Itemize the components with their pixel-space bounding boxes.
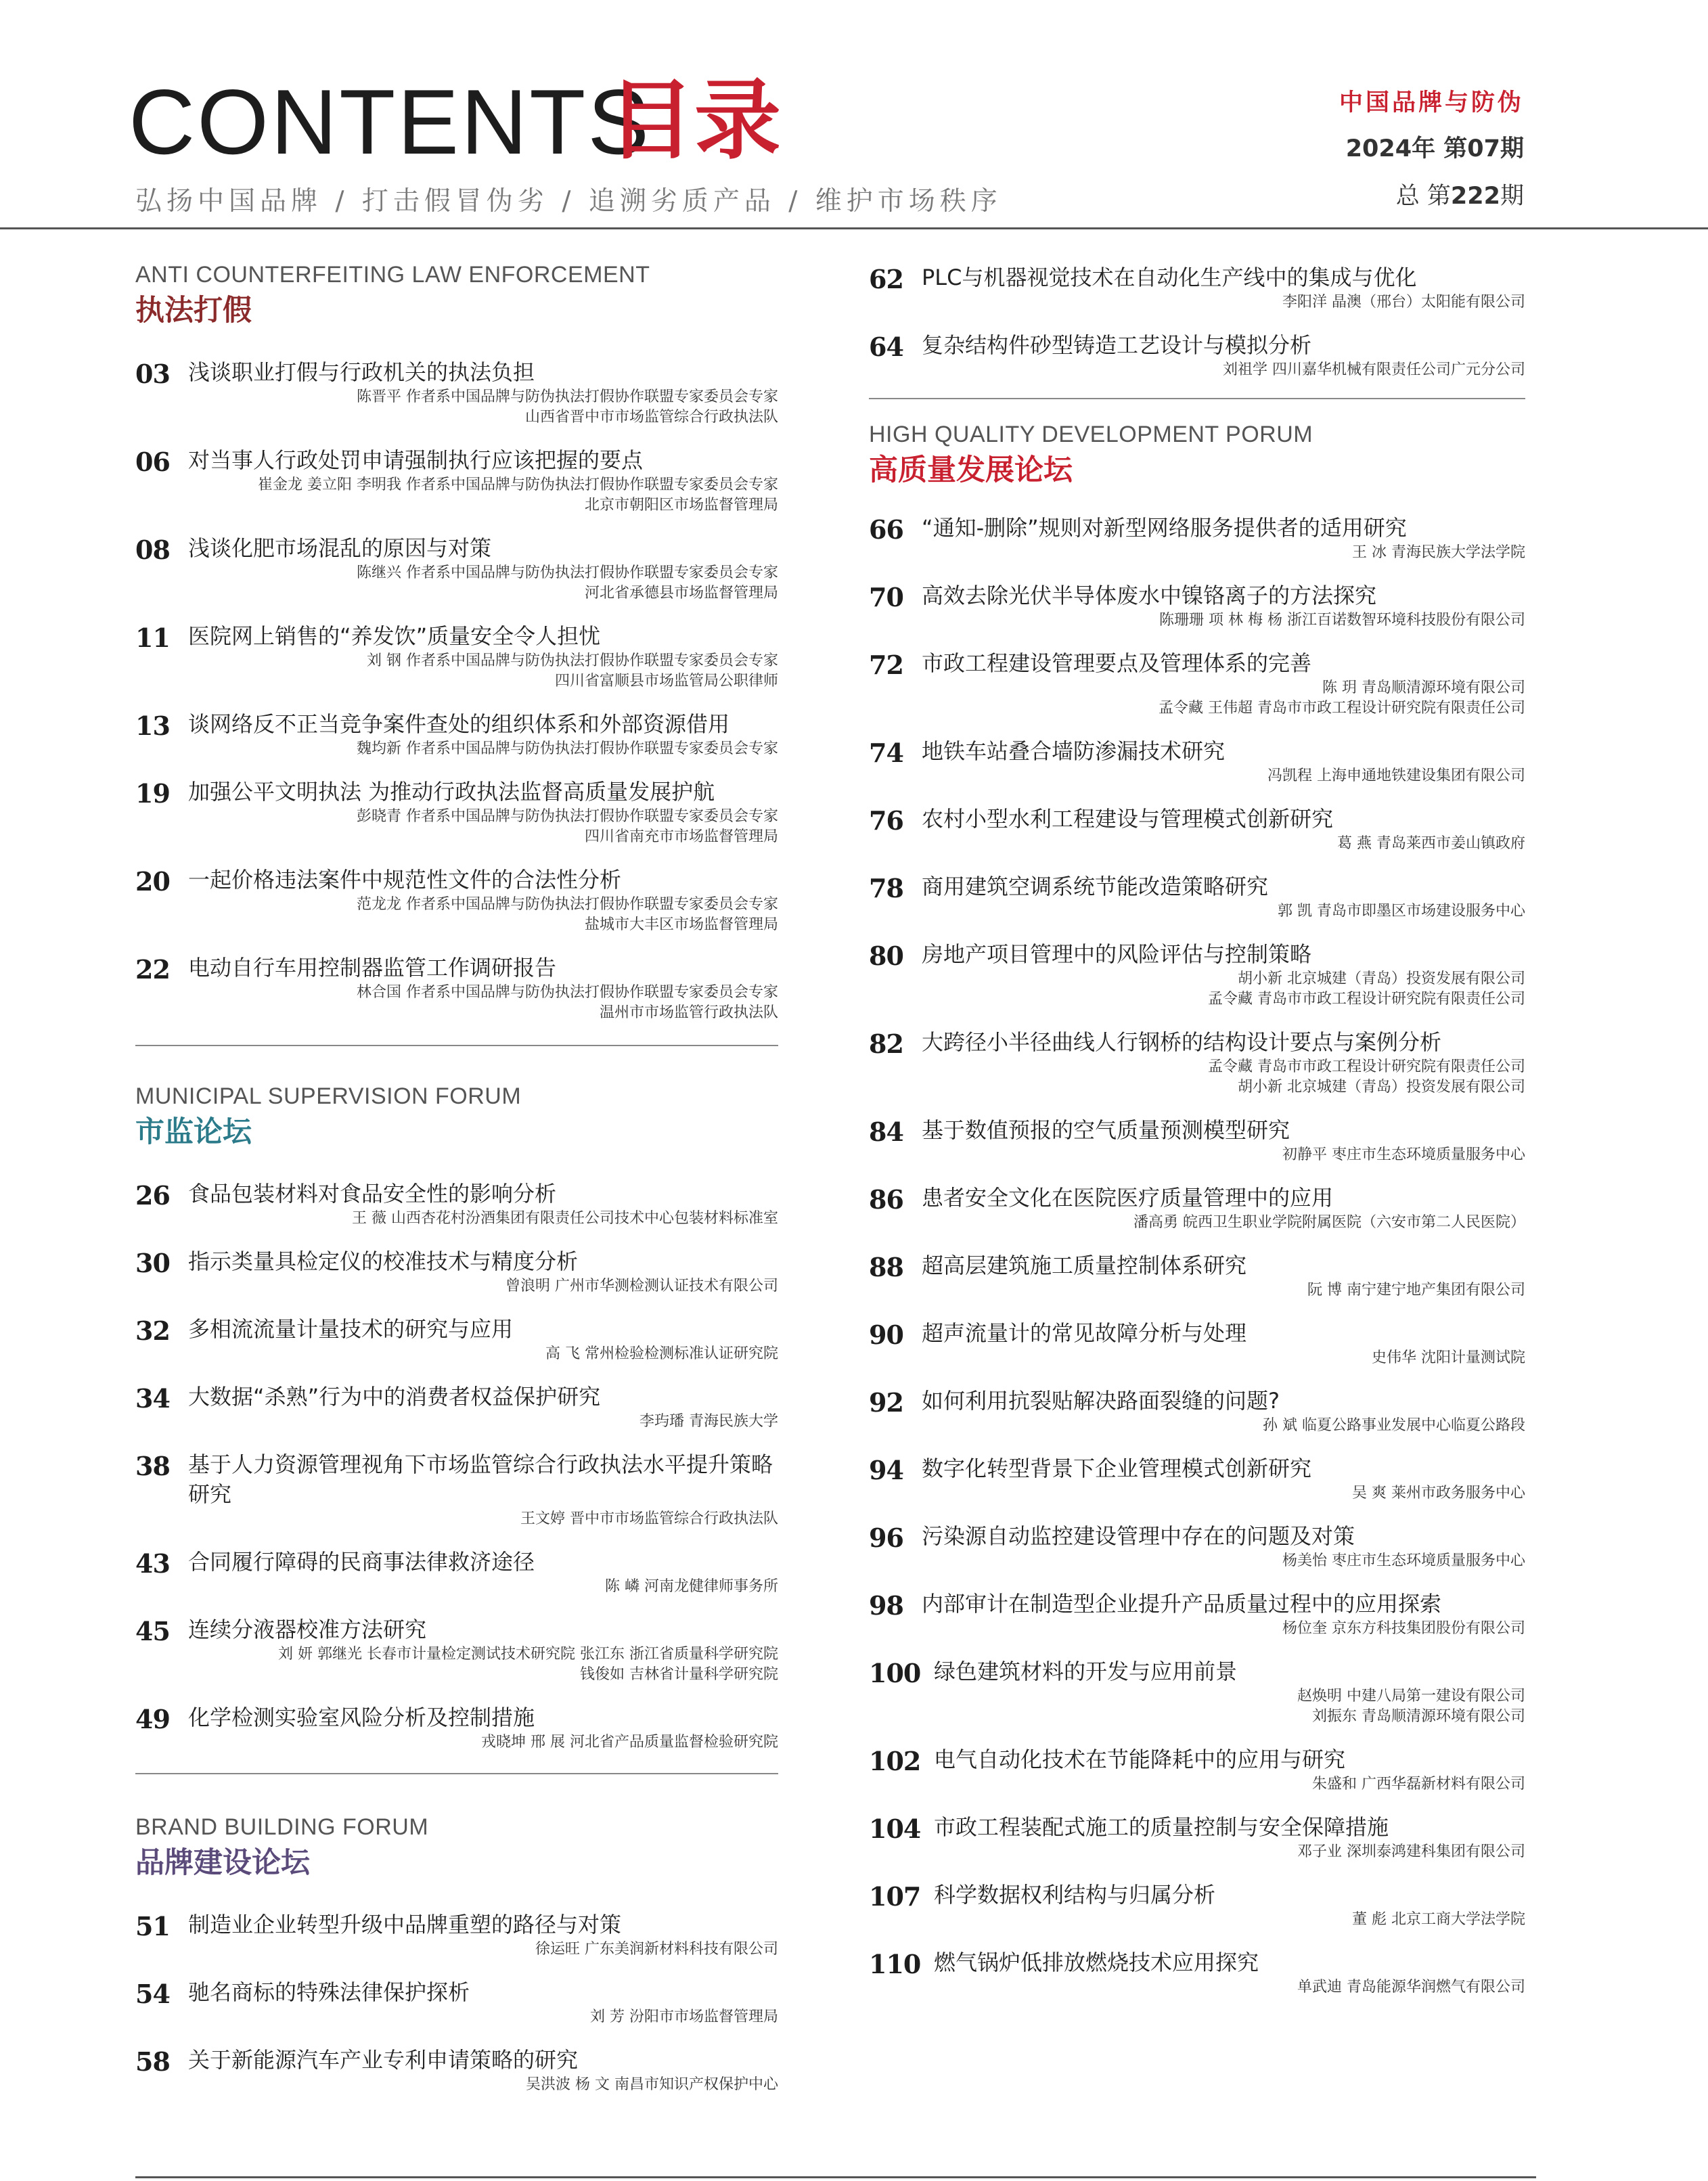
article-title: 燃气锅炉低排放燃烧技术应用探究 [934,1950,1259,1975]
page-number: 11 [135,623,170,653]
section-title-cn: 高质量发展论坛 [869,453,1073,487]
article-author: 冯凯程 上海申通地铁建设集团有限公司 [1267,767,1525,784]
article-title: 复杂结构件砂型铸造工艺设计与模拟分析 [922,332,1312,358]
article-title: 超高层建筑施工质量控制体系研究 [922,1253,1247,1278]
article-author: 陈 嶙 河南龙健律师事务所 [605,1578,778,1595]
section-title-cn: 品牌建设论坛 [135,1846,310,1880]
article-author: 赵焕明 中建八局第一建设有限公司 [1297,1688,1525,1705]
section-title-cn: 执法打假 [135,294,252,328]
page-number: 30 [135,1248,170,1278]
toc-entry [135,865,778,935]
page-number: 70 [869,582,903,612]
article-author: 孟令藏 王伟超 青岛市市政工程设计研究院有限责任公司 [1159,700,1525,717]
toc-entry [869,1115,1525,1165]
page-number: 72 [869,650,903,680]
article-author: 朱盛和 广西华磊新材料有限公司 [1312,1776,1525,1793]
toc-entry [135,953,778,1023]
article-title: 驰名商标的特殊法律保护探析 [188,1979,470,2005]
article-author: 陈继兴 作者系中国品牌与防伪执法打假协作联盟专家委员会专家 [357,564,778,581]
toc-entry [869,330,1525,380]
article-author: 徐运旺 广东美润新材料科技有限公司 [535,1941,778,1958]
article-author: 温州市市场监管行政执法队 [599,1004,778,1021]
article-title: 如何利用抗裂贴解决路面裂缝的问题? [922,1388,1280,1414]
toc-entry [869,513,1525,563]
toc-entry [135,1314,778,1364]
article-title: PLC与机器视觉技术在自动化生产线中的集成与优化 [922,265,1417,290]
article-author: 胡小新 北京城建（青岛）投资发展有限公司 [1238,970,1525,987]
toc-entry [135,357,778,428]
section-title-en: HIGH QUALITY DEVELOPMENT PORUM [869,422,1313,447]
page-number: 104 [869,1814,921,1844]
mulu-heading: 目录 [608,70,782,171]
article-title: 内部审计在制造型企业提升产品质量过程中的应用探索 [922,1591,1442,1617]
toc-entry [869,1318,1525,1368]
toc-entry [869,263,1525,313]
article-author: 高 飞 常州检验检测标准认证研究院 [545,1345,778,1362]
page-number: 84 [869,1117,903,1147]
article-title: 房地产项目管理中的风险评估与控制策略 [922,941,1312,967]
contents-heading: CONTENTS [129,70,651,173]
article-author: 山西省晋中市市场监管综合行政执法队 [524,409,778,426]
toc-list [869,263,1525,380]
page-number: 49 [135,1704,170,1734]
toc-entry [869,581,1525,631]
article-author: 曾浪明 广州市华测检测认证技术有限公司 [505,1278,778,1295]
article-title: 市政工程装配式施工的质量控制与安全保障措施 [934,1814,1389,1840]
article-author: 戎晓坤 邢 展 河北省产品质量监督检验研究院 [481,1734,778,1751]
page-number: 96 [869,1523,903,1553]
toc-entry [135,2045,778,2095]
article-title: “通知-删除”规则对新型网络服务提供者的适用研究 [922,515,1407,541]
toc-entry [869,1657,1525,1727]
article-author: 王文婷 晋中市市场监管综合行政执法队 [520,1510,778,1527]
toc-entry [869,648,1525,719]
article-author: 杨美怡 枣庄市生态环境质量服务中心 [1282,1552,1525,1569]
section-title-en: ANTI COUNTERFEITING LAW ENFORCEMENT [135,262,650,288]
page-number: 32 [135,1316,170,1346]
article-author: 河北省承德县市场监督管理局 [584,585,778,602]
article-title: 商用建筑空调系统节能改造策略研究 [922,874,1269,899]
page-number: 102 [869,1746,921,1776]
section-title-en: MUNICIPAL SUPERVISION FORUM [135,1083,522,1109]
article-author: 郭 凯 青岛市即墨区市场建设服务中心 [1278,903,1525,920]
article-title: 关于新能源汽车产业专利申请策略的研究 [188,2047,579,2073]
section-header-high-quality [869,420,1525,513]
article-title: 化学检测实验室风险分析及控制措施 [188,1705,535,1730]
article-title: 谈网络反不正当竞争案件查处的组织体系和外部资源借用 [188,711,730,737]
section-title-cn: 市监论坛 [135,1115,252,1149]
page-number: 90 [869,1320,903,1350]
page-number: 86 [869,1184,903,1215]
toc-entry [135,1910,778,1960]
article-title: 加强公平文明执法 为推动行政执法监督高质量发展护航 [188,779,715,805]
header-divider [0,227,1708,229]
toc-entry [869,872,1525,922]
right-column [869,263,1525,2015]
article-author: 初静平 枣庄市生态环境质量服务中心 [1282,1146,1525,1163]
article-author: 胡小新 北京城建（青岛）投资发展有限公司 [1238,1079,1525,1096]
toc-entry [135,1179,778,1229]
article-title: 浅谈化肥市场混乱的原因与对策 [188,535,492,561]
page-number: 78 [869,873,903,903]
article-title: 合同履行障碍的民商事法律救济途径 [188,1549,535,1575]
toc-entry [869,1027,1525,1098]
page-number: 82 [869,1029,903,1059]
article-author: 四川省富顺县市场监管局公职律师 [554,673,778,690]
page-number: 92 [869,1387,903,1418]
article-title: 指示类量具检定仪的校准技术与精度分析 [188,1249,579,1274]
toc-entry [869,1745,1525,1795]
toc-list [135,1910,778,2095]
article-title: 农村小型水利工程建设与管理模式创新研究 [922,806,1334,832]
page-number: 03 [135,359,170,389]
toc-entry [869,1521,1525,1571]
article-author: 史伟华 沈阳计量测试院 [1372,1349,1525,1366]
toc-entry [135,621,778,692]
footer-divider [135,2176,1536,2178]
page-number: 43 [135,1548,170,1579]
magazine-name: 中国品牌与防伪 [1339,89,1524,116]
page-number: 34 [135,1383,170,1414]
toc-entry [135,1615,778,1685]
article-title: 患者安全文化在医院医疗质量管理中的应用 [922,1185,1334,1211]
page-number: 20 [135,866,170,897]
article-author: 董 彪 北京工商大学法学院 [1352,1911,1525,1928]
article-author: 彭晓青 作者系中国品牌与防伪执法打假协作联盟专家委员会专家 [357,808,778,825]
article-title: 污染源自动监控建设管理中存在的问题及对策 [922,1523,1355,1549]
section-title-en: BRAND BUILDING FORUM [135,1814,429,1840]
article-author: 陈珊珊 项 林 梅 杨 浙江百诺数智环境科技股份有限公司 [1159,612,1525,629]
section-header-municipal [135,1081,778,1179]
article-author: 王 冰 青海民族大学法学院 [1352,544,1525,561]
page-number: 94 [869,1455,903,1485]
issue-total-prefix: 总 第 [1395,183,1451,210]
page-number: 74 [869,738,903,768]
toc-entry [869,804,1525,854]
toc-entry [135,777,778,847]
page-number: 80 [869,941,903,971]
section-header-law-enforcement [135,260,778,357]
article-author: 刘 钢 作者系中国品牌与防伪执法打假协作联盟专家委员会专家 [367,652,778,669]
toc-entry [869,1454,1525,1504]
toc-entry [135,1977,778,2027]
section-divider [135,1773,778,1774]
article-title: 连续分液器校准方法研究 [188,1617,427,1642]
article-author: 单武迪 青岛能源华润燃气有限公司 [1297,1979,1525,1996]
toc-entry [135,1449,778,1529]
article-author: 林合国 作者系中国品牌与防伪执法打假协作联盟专家委员会专家 [357,984,778,1001]
article-title: 市政工程建设管理要点及管理体系的完善 [922,650,1312,676]
toc-entry [135,445,778,516]
issue-total [1396,177,1524,211]
article-author: 杨位奎 京东方科技集团股份有限公司 [1282,1620,1525,1637]
page-number: 62 [869,264,903,294]
page-number: 38 [135,1451,170,1481]
tagline: 弘扬中国品牌 / 打击假冒伪劣 / 追溯劣质产品 / 维护市场秩序 [135,186,1002,217]
issue-total-number: 222 [1450,183,1500,210]
article-author: 刘振东 青岛顺清源环境有限公司 [1312,1708,1525,1725]
toc-entry [869,736,1525,786]
article-title: 高效去除光伏半导体废水中镍铬离子的方法探究 [922,583,1377,608]
page-number: 76 [869,805,903,836]
article-author: 李玙璠 青海民族大学 [639,1413,778,1430]
toc-entry [135,709,778,759]
article-title: 一起价格违法案件中规范性文件的合法性分析 [188,867,622,893]
page-number: 100 [869,1658,921,1688]
article-author: 陈 玥 青岛顺清源环境有限公司 [1322,679,1525,696]
article-author: 李阳洋 晶澳（邢台）太阳能有限公司 [1282,294,1525,311]
article-author: 吴 爽 莱州市政务服务中心 [1352,1485,1525,1502]
toc-list [135,357,778,1023]
article-author: 孟令藏 青岛市市政工程设计研究院有限责任公司 [1208,1058,1525,1075]
page-number: 110 [869,1949,921,1979]
page-number: 08 [135,535,170,565]
toc-list [869,513,1525,1998]
page-number: 107 [869,1881,921,1912]
toc-entry [135,1703,778,1753]
article-author: 北京市朝阳区市场监督管理局 [584,497,778,514]
page-number: 22 [135,954,170,985]
article-author: 刘祖学 四川嘉华机械有限责任公司广元分公司 [1223,361,1525,378]
article-title: 基于数值预报的空气质量预测模型研究 [922,1117,1290,1143]
page-number: 13 [135,711,170,741]
article-author: 王 薇 山西杏花村汾酒集团有限责任公司技术中心包装材料标准室 [352,1210,778,1227]
article-title: 超声流量计的常见故障分析与处理 [922,1320,1247,1346]
article-title: 绿色建筑材料的开发与应用前景 [934,1659,1238,1684]
page-number: 58 [135,2046,170,2077]
article-title: 大跨径小半径曲线人行钢桥的结构设计要点与案例分析 [922,1029,1442,1055]
page-number: 26 [135,1180,170,1211]
article-title: 食品包装材料对食品安全性的影响分析 [188,1181,557,1207]
page-number: 54 [135,1979,170,2009]
article-author: 范龙龙 作者系中国品牌与防伪执法打假协作联盟专家委员会专家 [357,896,778,913]
article-author: 潘高勇 皖西卫生职业学院附属医院（六安市第二人民医院） [1133,1214,1525,1231]
article-title: 基于人力资源管理视角下市场监管综合行政执法水平提升策略研究 [188,1452,773,1507]
page-number: 51 [135,1911,170,1941]
toc-entry [869,939,1525,1010]
article-author: 刘 妍 郭继光 长春市计量检定测试技术研究院 张江东 浙江省质量科学研究院 [278,1646,778,1663]
toc-entry [135,1246,778,1297]
article-author: 孟令藏 青岛市市政工程设计研究院有限责任公司 [1208,991,1525,1008]
article-title: 科学数据权利结构与归属分析 [934,1882,1216,1908]
toc-entry [869,1948,1525,1998]
article-author: 四川省南充市市场监督管理局 [584,828,778,845]
toc-entry [869,1386,1525,1436]
toc-entry [869,1251,1525,1301]
page-number: 88 [869,1252,903,1282]
toc-list [135,1179,778,1753]
article-title: 医院网上销售的“养发饮”质量安全令人担忧 [188,623,601,649]
article-author: 陈晋平 作者系中国品牌与防伪执法打假协作联盟专家委员会专家 [357,388,778,405]
page-number: 45 [135,1616,170,1646]
left-column [135,260,778,2113]
article-title: 电气自动化技术在节能降耗中的应用与研究 [934,1747,1346,1772]
toc-entry [869,1812,1525,1862]
page-number: 98 [869,1590,903,1621]
article-title: 电动自行车用控制器监管工作调研报告 [188,955,557,981]
section-divider [869,398,1525,399]
toc-entry [135,1382,778,1432]
article-title: 大数据“杀熟”行为中的消费者权益保护研究 [188,1384,601,1410]
article-title: 多相流流量计量技术的研究与应用 [188,1316,514,1342]
section-header-brand [135,1812,778,1910]
issue-number: 2024年 第07期 [1345,135,1524,162]
article-author: 魏均新 作者系中国品牌与防伪执法打假协作联盟专家委员会专家 [357,740,778,757]
article-author: 孙 斌 临夏公路事业发展中心临夏公路段 [1263,1417,1525,1434]
article-author: 钱俊如 吉林省计量科学研究院 [580,1666,778,1683]
article-author: 盐城市大丰区市场监督管理局 [584,916,778,933]
article-author: 阮 博 南宁建宁地产集团有限公司 [1307,1282,1525,1299]
article-author: 吴洪波 杨 文 南昌市知识产权保护中心 [526,2076,778,2093]
toc-entry [869,1880,1525,1930]
toc-entry [869,1183,1525,1233]
page-number: 06 [135,447,170,477]
article-author: 邓子业 深圳泰鸿建科集团有限公司 [1297,1843,1525,1860]
toc-entry [869,1589,1525,1639]
toc-entry [135,1547,778,1597]
article-title: 对当事人行政处罚申请强制执行应该把握的要点 [188,447,644,473]
page-number: 64 [869,332,903,362]
article-author: 刘 芳 汾阳市市场监督管理局 [590,2008,778,2025]
toc-entry [135,533,778,604]
article-title: 数字化转型背景下企业管理模式创新研究 [922,1456,1312,1481]
article-author: 崔金龙 姜立阳 李明我 作者系中国品牌与防伪执法打假协作联盟专家委员会专家 [258,476,778,493]
article-title: 地铁车站叠合墙防渗漏技术研究 [922,738,1226,764]
page-number: 66 [869,514,903,545]
article-title: 制造业企业转型升级中品牌重塑的路径与对策 [188,1912,622,1937]
issue-total-suffix: 期 [1500,183,1524,210]
article-title: 浅谈职业打假与行政机关的执法负担 [188,359,535,385]
article-author: 葛 燕 青岛莱西市姜山镇政府 [1337,835,1525,852]
section-divider [135,1045,778,1046]
page-number: 19 [135,778,170,809]
